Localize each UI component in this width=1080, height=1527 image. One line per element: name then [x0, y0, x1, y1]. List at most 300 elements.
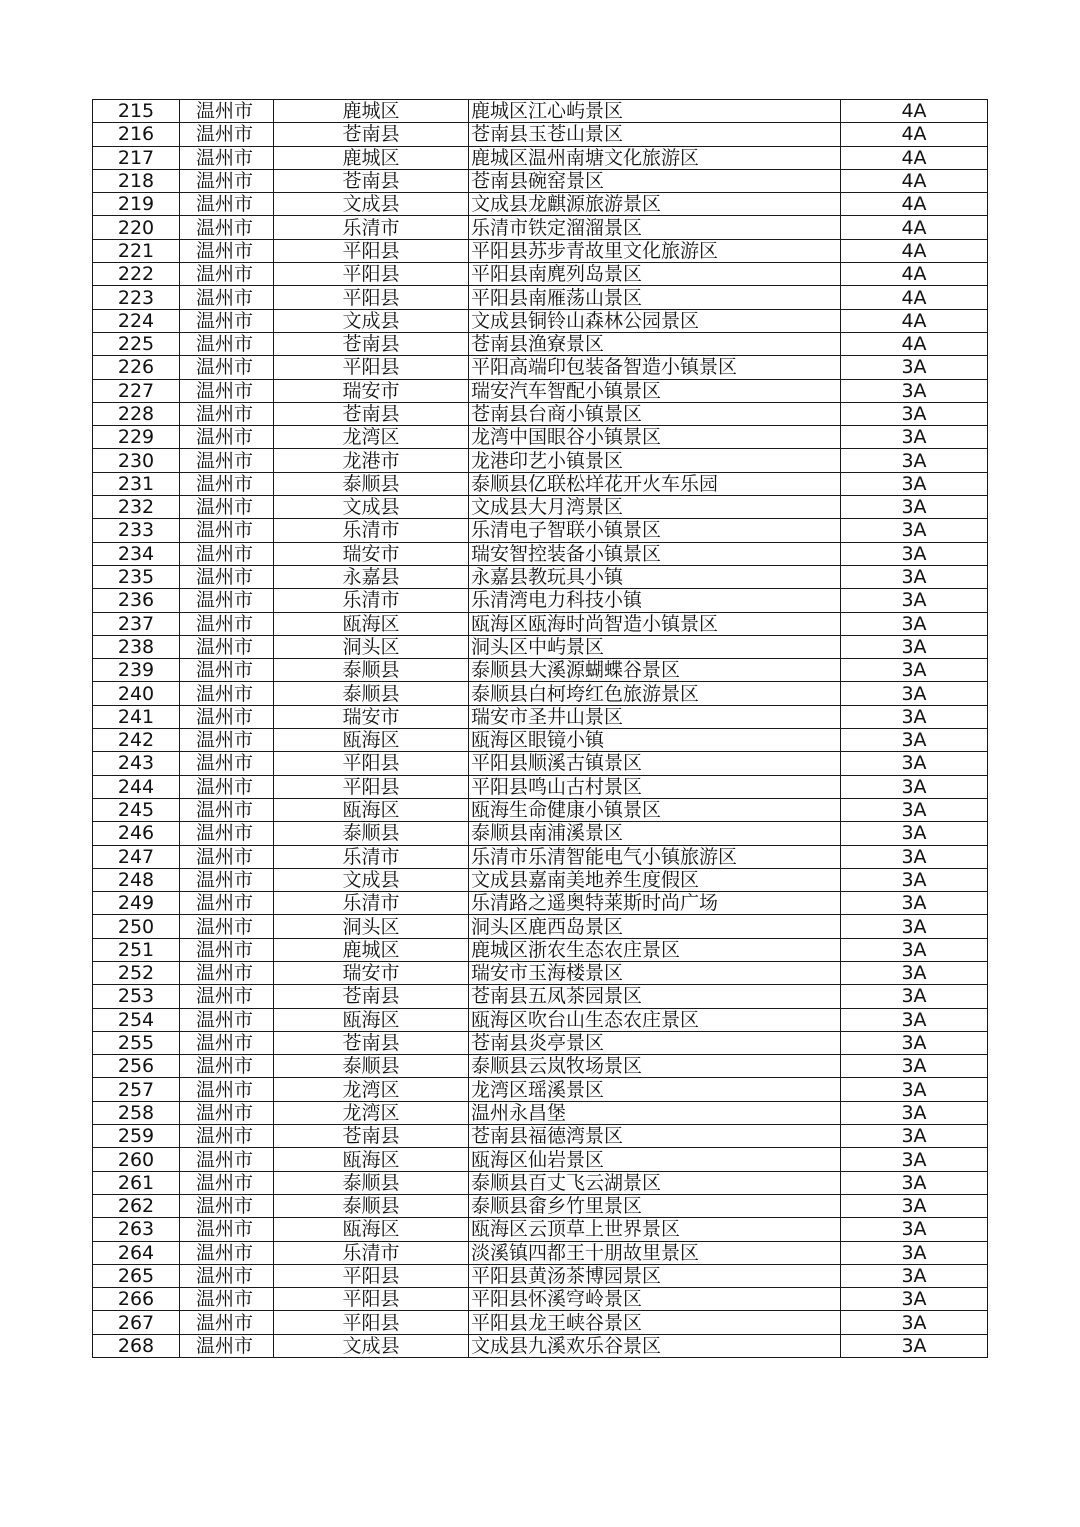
- table-row: [93, 1101, 988, 1124]
- scenic-name-cell: 泰顺县白柯垮红色旅游景区: [469, 682, 841, 705]
- county-cell: 瓯海区: [274, 798, 469, 821]
- scenic-name-cell: 平阳县顺溪古镇景区: [469, 752, 841, 775]
- city-cell: 温州市: [180, 100, 274, 123]
- city-cell: 温州市: [180, 426, 274, 449]
- table-row: [93, 961, 988, 984]
- county-cell: 瑞安市: [274, 379, 469, 402]
- county-cell: 泰顺县: [274, 1055, 469, 1078]
- row-number-cell: 242: [93, 729, 180, 752]
- county-cell: 瑞安市: [274, 705, 469, 728]
- city-cell: 温州市: [180, 449, 274, 472]
- scenic-name-cell: 洞头区中屿景区: [469, 635, 841, 658]
- row-number-cell: 239: [93, 659, 180, 682]
- row-number-cell: 262: [93, 1194, 180, 1217]
- city-cell: 温州市: [180, 985, 274, 1008]
- city-cell: 温州市: [180, 961, 274, 984]
- table-row: [93, 1125, 988, 1148]
- table-row: [93, 379, 988, 402]
- city-cell: 温州市: [180, 938, 274, 961]
- row-number-cell: 231: [93, 472, 180, 495]
- scenic-name-cell: 鹿城区温州南塘文化旅游区: [469, 146, 841, 169]
- county-cell: 泰顺县: [274, 682, 469, 705]
- scenic-name-cell: 乐清市乐清智能电气小镇旅游区: [469, 845, 841, 868]
- scenic-name-cell: 瓯海区眼镜小镇: [469, 729, 841, 752]
- row-number-cell: 222: [93, 263, 180, 286]
- county-cell: 平阳县: [274, 356, 469, 379]
- row-number-cell: 223: [93, 286, 180, 309]
- city-cell: 温州市: [180, 1148, 274, 1171]
- row-number-cell: 226: [93, 356, 180, 379]
- grade-cell: 3A: [841, 798, 988, 821]
- grade-cell: 3A: [841, 519, 988, 542]
- table-row: [93, 449, 988, 472]
- county-cell: 苍南县: [274, 402, 469, 425]
- grade-cell: 3A: [841, 1031, 988, 1054]
- county-cell: 文成县: [274, 868, 469, 891]
- county-cell: 瓯海区: [274, 1218, 469, 1241]
- row-number-cell: 225: [93, 332, 180, 355]
- grade-cell: 3A: [841, 822, 988, 845]
- city-cell: 温州市: [180, 705, 274, 728]
- row-number-cell: 247: [93, 845, 180, 868]
- row-number-cell: 227: [93, 379, 180, 402]
- county-cell: 苍南县: [274, 1031, 469, 1054]
- scenic-name-cell: 苍南县炎亭景区: [469, 1031, 841, 1054]
- row-number-cell: 243: [93, 752, 180, 775]
- table-row: [93, 589, 988, 612]
- table-row: [93, 239, 988, 262]
- table-row: [93, 123, 988, 146]
- county-cell: 瓯海区: [274, 729, 469, 752]
- table-row: [93, 845, 988, 868]
- scenic-name-cell: 瓯海区仙岩景区: [469, 1148, 841, 1171]
- table-row: [93, 100, 988, 123]
- scenic-name-cell: 瑞安市玉海楼景区: [469, 961, 841, 984]
- county-cell: 泰顺县: [274, 472, 469, 495]
- scenic-name-cell: 苍南县福德湾景区: [469, 1125, 841, 1148]
- grade-cell: 3A: [841, 961, 988, 984]
- table-row: [93, 565, 988, 588]
- row-number-cell: 232: [93, 496, 180, 519]
- grade-cell: 3A: [841, 1264, 988, 1287]
- city-cell: 温州市: [180, 146, 274, 169]
- grade-cell: 3A: [841, 1125, 988, 1148]
- scenic-name-cell: 瓯海生命健康小镇景区: [469, 798, 841, 821]
- table-row: [93, 472, 988, 495]
- grade-cell: 3A: [841, 868, 988, 891]
- table-row: [93, 1311, 988, 1334]
- county-cell: 乐清市: [274, 892, 469, 915]
- row-number-cell: 217: [93, 146, 180, 169]
- grade-cell: 3A: [841, 682, 988, 705]
- table-row: [93, 868, 988, 891]
- city-cell: 温州市: [180, 1008, 274, 1031]
- county-cell: 瓯海区: [274, 612, 469, 635]
- scenic-name-cell: 平阳县龙王峡谷景区: [469, 1311, 841, 1334]
- grade-cell: 3A: [841, 496, 988, 519]
- row-number-cell: 268: [93, 1334, 180, 1357]
- row-number-cell: 240: [93, 682, 180, 705]
- city-cell: 温州市: [180, 169, 274, 192]
- city-cell: 温州市: [180, 1218, 274, 1241]
- grade-cell: 3A: [841, 705, 988, 728]
- scenic-name-cell: 乐清市铁定溜溜景区: [469, 216, 841, 239]
- table-row: [93, 216, 988, 239]
- county-cell: 平阳县: [274, 1264, 469, 1287]
- city-cell: 温州市: [180, 1311, 274, 1334]
- county-cell: 苍南县: [274, 169, 469, 192]
- grade-cell: 3A: [841, 1311, 988, 1334]
- table-row: [93, 892, 988, 915]
- city-cell: 温州市: [180, 239, 274, 262]
- table-row: [93, 1171, 988, 1194]
- scenic-name-cell: 泰顺县大溪源蝴蝶谷景区: [469, 659, 841, 682]
- table-body: [93, 100, 988, 1358]
- scenic-name-cell: 平阳县苏步青故里文化旅游区: [469, 239, 841, 262]
- grade-cell: 4A: [841, 100, 988, 123]
- city-cell: 温州市: [180, 682, 274, 705]
- row-number-cell: 259: [93, 1125, 180, 1148]
- grade-cell: 3A: [841, 1241, 988, 1264]
- table-row: [93, 1218, 988, 1241]
- city-cell: 温州市: [180, 542, 274, 565]
- county-cell: 龙湾区: [274, 1078, 469, 1101]
- row-number-cell: 257: [93, 1078, 180, 1101]
- scenic-name-cell: 文成县铜铃山森林公园景区: [469, 309, 841, 332]
- city-cell: 温州市: [180, 635, 274, 658]
- county-cell: 洞头区: [274, 635, 469, 658]
- row-number-cell: 264: [93, 1241, 180, 1264]
- table-row: [93, 938, 988, 961]
- county-cell: 龙湾区: [274, 1101, 469, 1124]
- scenic-name-cell: 泰顺县百丈飞云湖景区: [469, 1171, 841, 1194]
- county-cell: 文成县: [274, 1334, 469, 1357]
- row-number-cell: 265: [93, 1264, 180, 1287]
- row-number-cell: 267: [93, 1311, 180, 1334]
- city-cell: 温州市: [180, 1078, 274, 1101]
- city-cell: 温州市: [180, 402, 274, 425]
- row-number-cell: 228: [93, 402, 180, 425]
- table-row: [93, 1288, 988, 1311]
- row-number-cell: 241: [93, 705, 180, 728]
- table-row: [93, 729, 988, 752]
- scenic-name-cell: 龙港印艺小镇景区: [469, 449, 841, 472]
- county-cell: 泰顺县: [274, 1194, 469, 1217]
- scenic-name-cell: 乐清湾电力科技小镇: [469, 589, 841, 612]
- grade-cell: 3A: [841, 1055, 988, 1078]
- city-cell: 温州市: [180, 1334, 274, 1357]
- grade-cell: 3A: [841, 402, 988, 425]
- row-number-cell: 251: [93, 938, 180, 961]
- grade-cell: 3A: [841, 449, 988, 472]
- county-cell: 龙港市: [274, 449, 469, 472]
- city-cell: 温州市: [180, 1125, 274, 1148]
- city-cell: 温州市: [180, 892, 274, 915]
- row-number-cell: 252: [93, 961, 180, 984]
- county-cell: 文成县: [274, 193, 469, 216]
- scenic-name-cell: 泰顺县云岚牧场景区: [469, 1055, 841, 1078]
- scenic-name-cell: 瑞安汽车智配小镇景区: [469, 379, 841, 402]
- table-row: [93, 332, 988, 355]
- scenic-name-cell: 瓯海区吹台山生态农庄景区: [469, 1008, 841, 1031]
- grade-cell: 4A: [841, 146, 988, 169]
- county-cell: 苍南县: [274, 332, 469, 355]
- county-cell: 龙湾区: [274, 426, 469, 449]
- city-cell: 温州市: [180, 332, 274, 355]
- row-number-cell: 248: [93, 868, 180, 891]
- grade-cell: 3A: [841, 915, 988, 938]
- table-row: [93, 1055, 988, 1078]
- scenic-name-cell: 平阳高端印包装备智造小镇景区: [469, 356, 841, 379]
- scenic-name-cell: 瓯海区云顶草上世界景区: [469, 1218, 841, 1241]
- table-row: [93, 705, 988, 728]
- table-row: [93, 1334, 988, 1357]
- table-row: [93, 169, 988, 192]
- county-cell: 乐清市: [274, 216, 469, 239]
- table-row: [93, 752, 988, 775]
- scenic-name-cell: 泰顺县畲乡竹里景区: [469, 1194, 841, 1217]
- county-cell: 鹿城区: [274, 938, 469, 961]
- grade-cell: 3A: [841, 426, 988, 449]
- scenic-name-cell: 瓯海区瓯海时尚智造小镇景区: [469, 612, 841, 635]
- city-cell: 温州市: [180, 309, 274, 332]
- grade-cell: 3A: [841, 1008, 988, 1031]
- county-cell: 泰顺县: [274, 1171, 469, 1194]
- scenic-name-cell: 平阳县怀溪穹岭景区: [469, 1288, 841, 1311]
- table-row: [93, 915, 988, 938]
- grade-cell: 3A: [841, 565, 988, 588]
- city-cell: 温州市: [180, 263, 274, 286]
- county-cell: 乐清市: [274, 1241, 469, 1264]
- county-cell: 瑞安市: [274, 542, 469, 565]
- grade-cell: 3A: [841, 1101, 988, 1124]
- scenic-name-cell: 永嘉县教玩具小镇: [469, 565, 841, 588]
- grade-cell: 3A: [841, 542, 988, 565]
- county-cell: 苍南县: [274, 1125, 469, 1148]
- row-number-cell: 219: [93, 193, 180, 216]
- county-cell: 平阳县: [274, 1311, 469, 1334]
- county-cell: 泰顺县: [274, 822, 469, 845]
- county-cell: 瓯海区: [274, 1148, 469, 1171]
- scenic-name-cell: 乐清路之遥奥特莱斯时尚广场: [469, 892, 841, 915]
- grade-cell: 4A: [841, 332, 988, 355]
- scenic-name-cell: 苍南县碗窑景区: [469, 169, 841, 192]
- row-number-cell: 255: [93, 1031, 180, 1054]
- scenic-name-cell: 苍南县渔寮景区: [469, 332, 841, 355]
- scenic-name-cell: 平阳县黄汤茶博园景区: [469, 1264, 841, 1287]
- city-cell: 温州市: [180, 659, 274, 682]
- scenic-name-cell: 瑞安市圣井山景区: [469, 705, 841, 728]
- county-cell: 永嘉县: [274, 565, 469, 588]
- city-cell: 温州市: [180, 1241, 274, 1264]
- scenic-name-cell: 苍南县玉苍山景区: [469, 123, 841, 146]
- scenic-name-cell: 淡溪镇四都王十朋故里景区: [469, 1241, 841, 1264]
- grade-cell: 3A: [841, 635, 988, 658]
- table-row: [93, 402, 988, 425]
- row-number-cell: 221: [93, 239, 180, 262]
- grade-cell: 4A: [841, 216, 988, 239]
- city-cell: 温州市: [180, 915, 274, 938]
- county-cell: 文成县: [274, 496, 469, 519]
- row-number-cell: 218: [93, 169, 180, 192]
- city-cell: 温州市: [180, 752, 274, 775]
- grade-cell: 3A: [841, 1148, 988, 1171]
- row-number-cell: 235: [93, 565, 180, 588]
- city-cell: 温州市: [180, 1101, 274, 1124]
- table-row: [93, 612, 988, 635]
- grade-cell: 3A: [841, 938, 988, 961]
- city-cell: 温州市: [180, 1194, 274, 1217]
- grade-cell: 3A: [841, 1078, 988, 1101]
- row-number-cell: 263: [93, 1218, 180, 1241]
- table-row: [93, 496, 988, 519]
- grade-cell: 4A: [841, 123, 988, 146]
- grade-cell: 4A: [841, 239, 988, 262]
- grade-cell: 3A: [841, 589, 988, 612]
- city-cell: 温州市: [180, 1264, 274, 1287]
- table-row: [93, 1194, 988, 1217]
- table-row: [93, 1241, 988, 1264]
- row-number-cell: 229: [93, 426, 180, 449]
- row-number-cell: 233: [93, 519, 180, 542]
- row-number-cell: 216: [93, 123, 180, 146]
- row-number-cell: 215: [93, 100, 180, 123]
- city-cell: 温州市: [180, 565, 274, 588]
- scenic-name-cell: 瑞安智控装备小镇景区: [469, 542, 841, 565]
- table-row: [93, 985, 988, 1008]
- scenic-name-cell: 苍南县台商小镇景区: [469, 402, 841, 425]
- row-number-cell: 224: [93, 309, 180, 332]
- row-number-cell: 236: [93, 589, 180, 612]
- grade-cell: 3A: [841, 1218, 988, 1241]
- scenic-name-cell: 平阳县南麂列岛景区: [469, 263, 841, 286]
- table-row: [93, 193, 988, 216]
- county-cell: 平阳县: [274, 286, 469, 309]
- row-number-cell: 254: [93, 1008, 180, 1031]
- table-row: [93, 519, 988, 542]
- row-number-cell: 250: [93, 915, 180, 938]
- grade-cell: 3A: [841, 892, 988, 915]
- scenic-name-cell: 文成县嘉南美地养生度假区: [469, 868, 841, 891]
- county-cell: 平阳县: [274, 752, 469, 775]
- table-row: [93, 1264, 988, 1287]
- county-cell: 平阳县: [274, 775, 469, 798]
- city-cell: 温州市: [180, 123, 274, 146]
- table-row: [93, 1031, 988, 1054]
- table-row: [93, 659, 988, 682]
- scenic-name-cell: 泰顺县南浦溪景区: [469, 822, 841, 845]
- scenic-name-cell: 龙湾区瑶溪景区: [469, 1078, 841, 1101]
- row-number-cell: 266: [93, 1288, 180, 1311]
- county-cell: 乐清市: [274, 845, 469, 868]
- table-row: [93, 798, 988, 821]
- county-cell: 平阳县: [274, 1288, 469, 1311]
- county-cell: 泰顺县: [274, 659, 469, 682]
- scenic-spot-list-page: [92, 99, 987, 1358]
- city-cell: 温州市: [180, 589, 274, 612]
- city-cell: 温州市: [180, 1288, 274, 1311]
- city-cell: 温州市: [180, 216, 274, 239]
- county-cell: 平阳县: [274, 239, 469, 262]
- row-number-cell: 234: [93, 542, 180, 565]
- scenic-spot-table: [92, 99, 988, 1358]
- county-cell: 平阳县: [274, 263, 469, 286]
- table-row: [93, 635, 988, 658]
- city-cell: 温州市: [180, 868, 274, 891]
- grade-cell: 3A: [841, 1171, 988, 1194]
- table-row: [93, 1078, 988, 1101]
- grade-cell: 4A: [841, 193, 988, 216]
- county-cell: 鹿城区: [274, 100, 469, 123]
- grade-cell: 3A: [841, 1194, 988, 1217]
- grade-cell: 3A: [841, 612, 988, 635]
- grade-cell: 3A: [841, 729, 988, 752]
- scenic-name-cell: 平阳县南雁荡山景区: [469, 286, 841, 309]
- grade-cell: 4A: [841, 169, 988, 192]
- county-cell: 洞头区: [274, 915, 469, 938]
- grade-cell: 3A: [841, 379, 988, 402]
- table-row: [93, 309, 988, 332]
- scenic-name-cell: 苍南县五凤茶园景区: [469, 985, 841, 1008]
- scenic-name-cell: 文成县大月湾景区: [469, 496, 841, 519]
- city-cell: 温州市: [180, 822, 274, 845]
- scenic-name-cell: 乐清电子智联小镇景区: [469, 519, 841, 542]
- county-cell: 瓯海区: [274, 1008, 469, 1031]
- city-cell: 温州市: [180, 379, 274, 402]
- scenic-name-cell: 文成县九溪欢乐谷景区: [469, 1334, 841, 1357]
- row-number-cell: 230: [93, 449, 180, 472]
- city-cell: 温州市: [180, 845, 274, 868]
- table-row: [93, 1148, 988, 1171]
- row-number-cell: 237: [93, 612, 180, 635]
- city-cell: 温州市: [180, 519, 274, 542]
- city-cell: 温州市: [180, 1031, 274, 1054]
- county-cell: 苍南县: [274, 985, 469, 1008]
- grade-cell: 3A: [841, 752, 988, 775]
- table-row: [93, 146, 988, 169]
- county-cell: 瑞安市: [274, 961, 469, 984]
- scenic-name-cell: 泰顺县亿联松垟花开火车乐园: [469, 472, 841, 495]
- city-cell: 温州市: [180, 193, 274, 216]
- grade-cell: 3A: [841, 985, 988, 1008]
- grade-cell: 3A: [841, 659, 988, 682]
- county-cell: 鹿城区: [274, 146, 469, 169]
- county-cell: 文成县: [274, 309, 469, 332]
- table-row: [93, 356, 988, 379]
- row-number-cell: 256: [93, 1055, 180, 1078]
- scenic-name-cell: 文成县龙麒源旅游景区: [469, 193, 841, 216]
- row-number-cell: 238: [93, 635, 180, 658]
- table-row: [93, 542, 988, 565]
- row-number-cell: 246: [93, 822, 180, 845]
- city-cell: 温州市: [180, 729, 274, 752]
- row-number-cell: 244: [93, 775, 180, 798]
- county-cell: 苍南县: [274, 123, 469, 146]
- grade-cell: 4A: [841, 286, 988, 309]
- row-number-cell: 220: [93, 216, 180, 239]
- scenic-name-cell: 洞头区鹿西岛景区: [469, 915, 841, 938]
- scenic-name-cell: 平阳县鸣山古村景区: [469, 775, 841, 798]
- city-cell: 温州市: [180, 472, 274, 495]
- city-cell: 温州市: [180, 775, 274, 798]
- row-number-cell: 253: [93, 985, 180, 1008]
- grade-cell: 3A: [841, 356, 988, 379]
- table-row: [93, 1008, 988, 1031]
- county-cell: 乐清市: [274, 519, 469, 542]
- table-row: [93, 822, 988, 845]
- scenic-name-cell: 鹿城区江心屿景区: [469, 100, 841, 123]
- city-cell: 温州市: [180, 612, 274, 635]
